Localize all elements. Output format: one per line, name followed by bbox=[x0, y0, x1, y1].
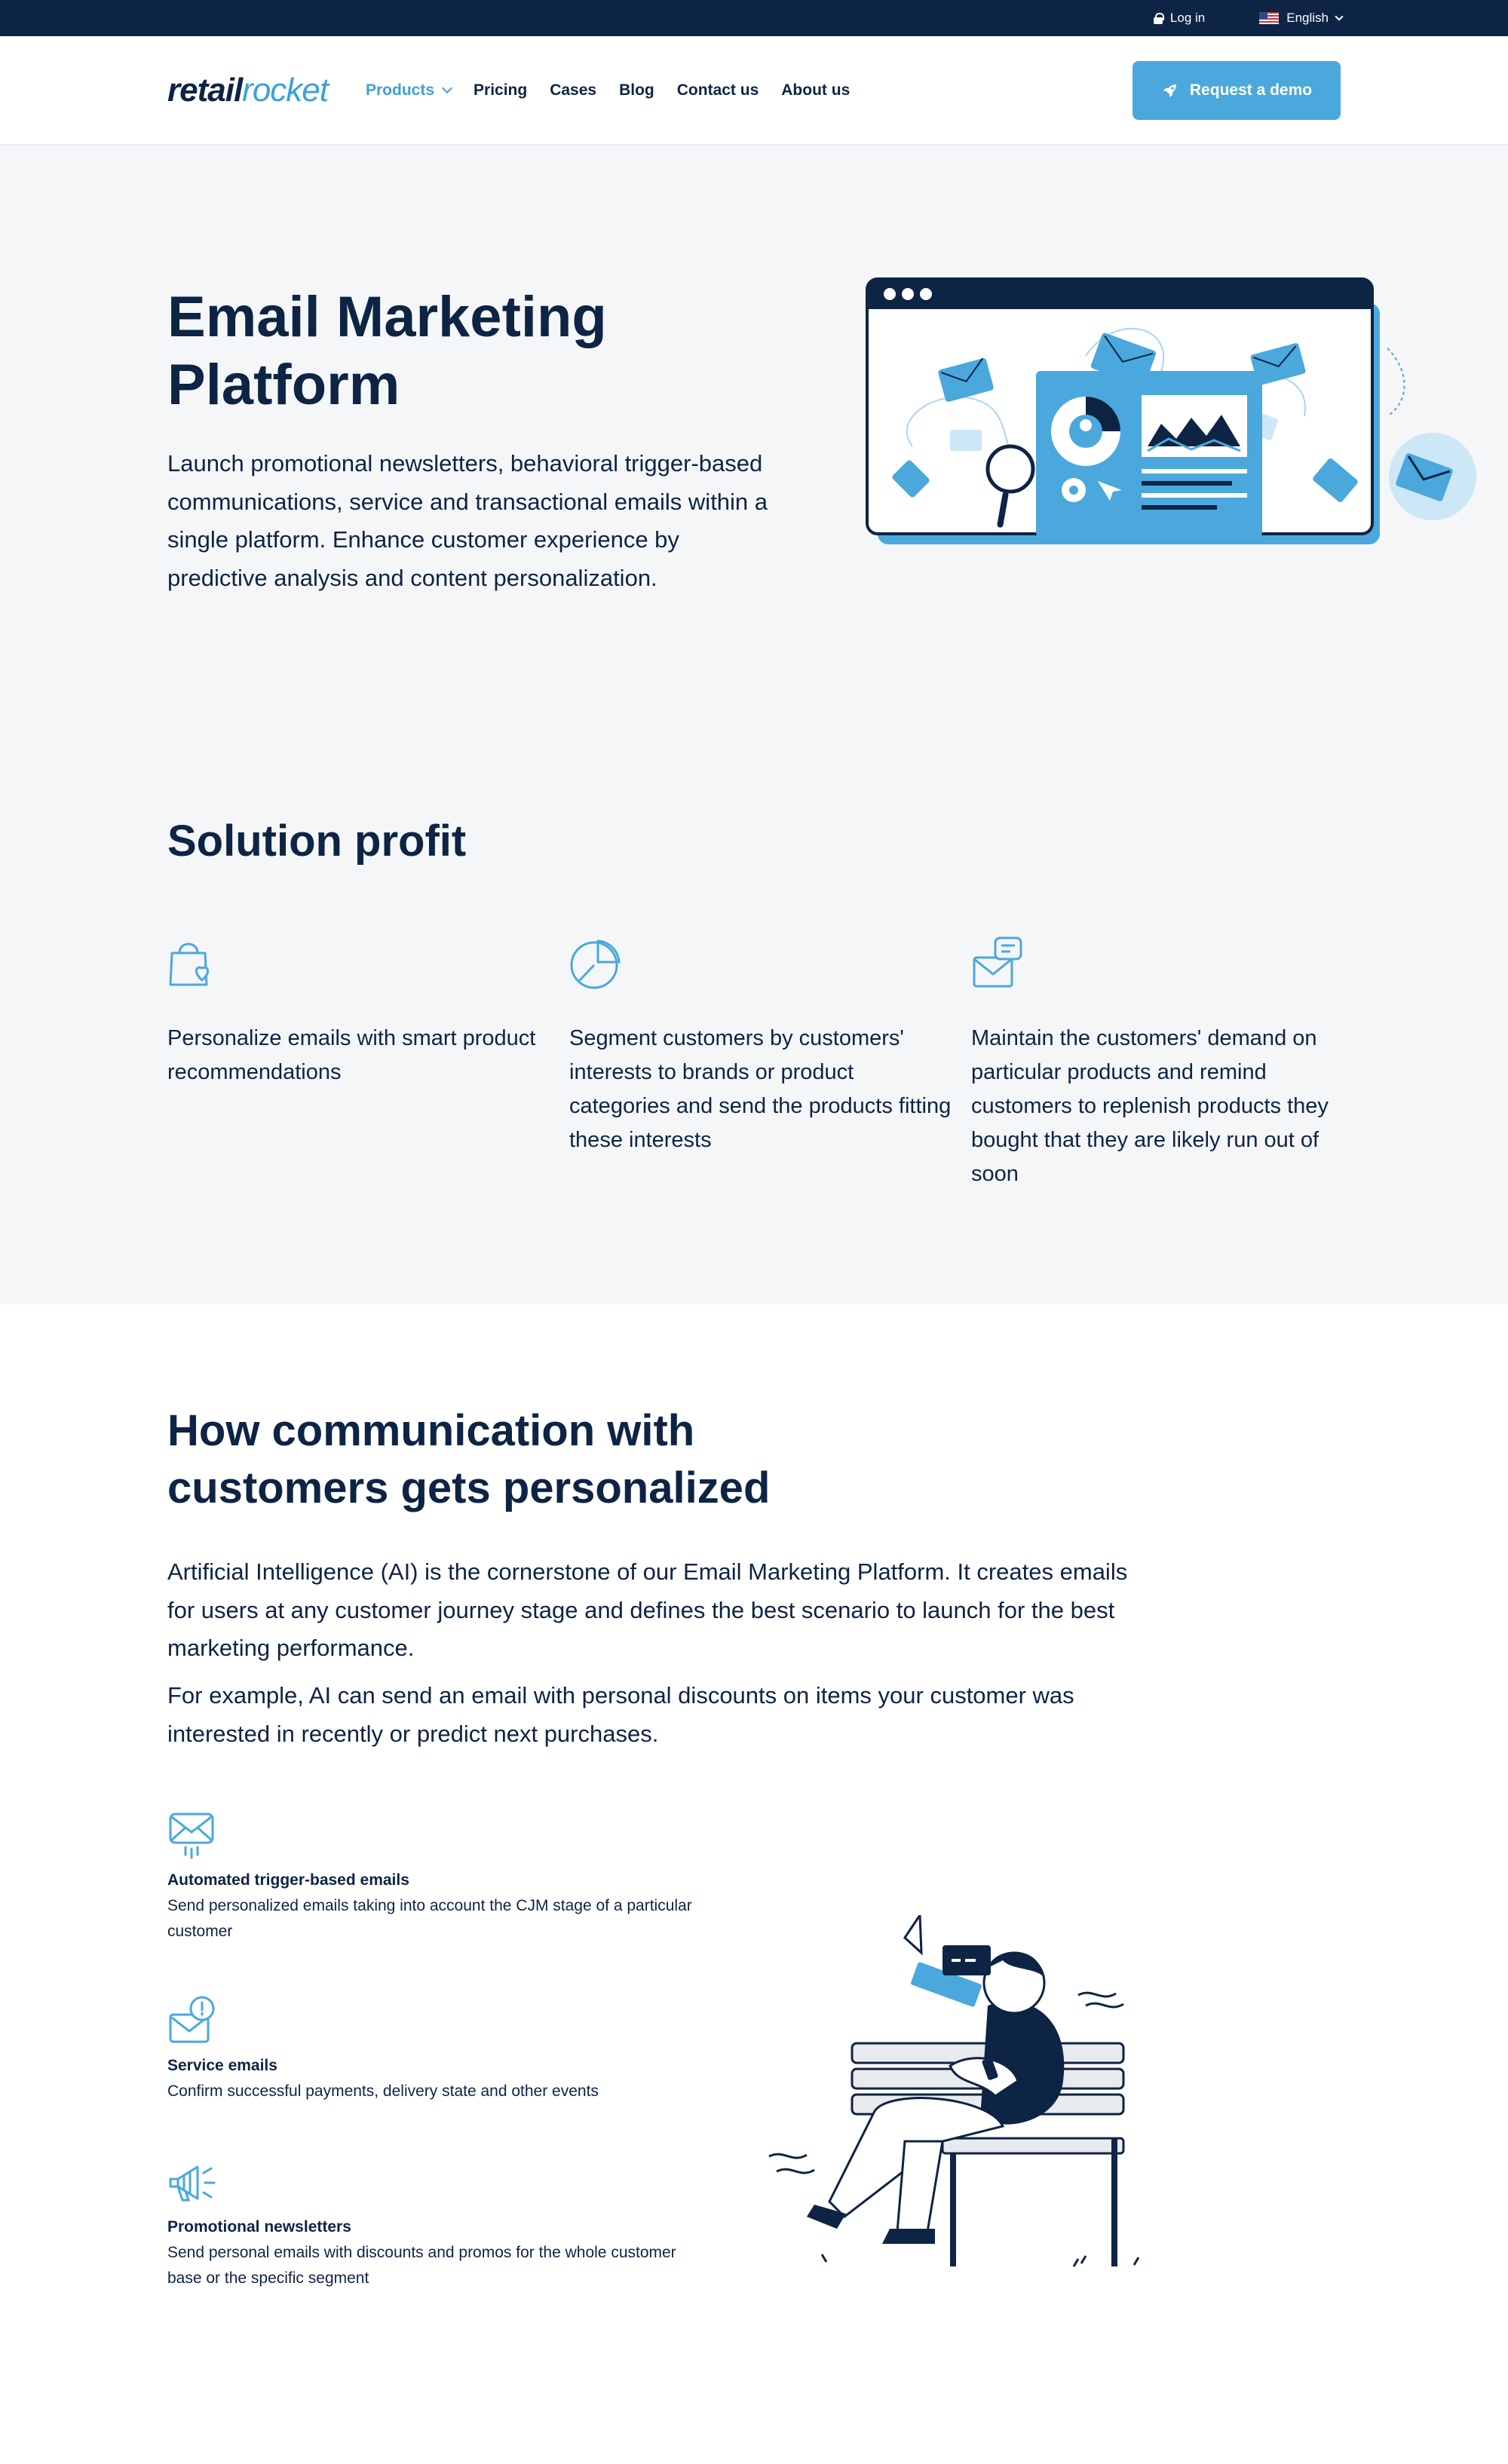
nav-pricing[interactable]: Pricing bbox=[474, 81, 528, 99]
nav-cases[interactable]: Cases bbox=[550, 81, 597, 99]
login-link[interactable] bbox=[1154, 11, 1205, 26]
language-selector[interactable] bbox=[1259, 11, 1342, 26]
envelope-chat-icon bbox=[167, 1995, 216, 2045]
chevron-down-icon bbox=[442, 82, 452, 93]
list-item-description: Send personalized emails taking into account the CJM stage of a particular customer bbox=[167, 1897, 692, 1940]
main-nav bbox=[366, 81, 850, 100]
nav-products-label: Products bbox=[366, 81, 435, 99]
us-flag-icon bbox=[1259, 12, 1279, 24]
feature-text: Segment customers by customers' interests to brands or product categories and send the products fitting these interests bbox=[569, 1026, 952, 1152]
megaphone-icon bbox=[167, 2156, 216, 2206]
hero-description: Launch promotional newsletters, behavioral trigger-based communications, service and transactional emails within a single platform. Enhance customer experience by predictive analysis and content personalization. bbox=[167, 450, 768, 591]
list-item-title: Service emails bbox=[167, 2057, 277, 2074]
list-item bbox=[167, 1995, 710, 2104]
rocket-icon bbox=[1161, 81, 1179, 100]
feature-item bbox=[971, 935, 1356, 1191]
nav-contact-us[interactable]: Contact us bbox=[676, 81, 759, 99]
pie-chart-icon bbox=[569, 935, 622, 991]
nav-about-us[interactable]: About us bbox=[781, 81, 851, 99]
gray-section bbox=[0, 145, 1508, 1304]
profit-title: Solution profit bbox=[167, 817, 467, 866]
how-paragraph: For example, AI can send an email with personal discounts on items your customer was interested in recently or predict next purchases. bbox=[167, 1682, 1074, 1747]
hero-title: Email Marketing Platform bbox=[167, 285, 607, 417]
retailrocket-logo[interactable] bbox=[167, 72, 328, 109]
request-demo-button[interactable] bbox=[1133, 61, 1341, 120]
logo-part-retail: retail bbox=[167, 71, 243, 109]
main-header bbox=[0, 36, 1508, 145]
chevron-down-icon bbox=[1335, 12, 1343, 20]
list-item bbox=[167, 1810, 710, 1945]
nav-products[interactable] bbox=[366, 81, 451, 100]
how-title: How communication with customers gets personalized bbox=[167, 1406, 771, 1512]
envelope-trigger-icon bbox=[167, 1810, 216, 1859]
shopping-bag-heart-icon bbox=[167, 935, 220, 991]
list-item-title: Promotional newsletters bbox=[167, 2218, 351, 2236]
language-label: English bbox=[1286, 11, 1329, 25]
top-utility-bar bbox=[0, 0, 1508, 36]
feature-text: Personalize emails with smart product recommendations bbox=[167, 1026, 536, 1084]
feature-item bbox=[167, 935, 552, 1089]
feature-item bbox=[569, 935, 954, 1157]
login-label: Log in bbox=[1169, 11, 1206, 25]
list-item-description: Confirm successful payments, delivery state and other events bbox=[167, 2082, 599, 2100]
lock-icon bbox=[1154, 13, 1163, 24]
logo-part-rocket: rocket bbox=[242, 71, 328, 109]
how-paragraph: Artificial Intelligence (AI) is the cornerstone of our Email Marketing Platform. It creates emails for users at any customer journey stage and defines the best scenario to launch for the best marketing performance. bbox=[167, 1558, 1128, 1661]
person-on-bench-illustration bbox=[762, 1915, 1154, 2292]
list-item-description: Send personal emails with discounts and promos for the whole customer base or the specific segment bbox=[167, 2244, 676, 2287]
nav-blog[interactable]: Blog bbox=[619, 81, 654, 99]
list-item bbox=[167, 2156, 710, 2291]
list-item-title: Automated trigger-based emails bbox=[167, 1871, 409, 1889]
email-platform-illustration bbox=[860, 220, 1478, 544]
request-demo-label: Request a demo bbox=[1189, 81, 1313, 99]
email-message-icon bbox=[971, 935, 1024, 991]
how-section bbox=[0, 1304, 1508, 2464]
feature-text: Maintain the customers' demand on particular products and remind customers to replenish products they bought that they are likely run out of soon bbox=[971, 1026, 1329, 1186]
